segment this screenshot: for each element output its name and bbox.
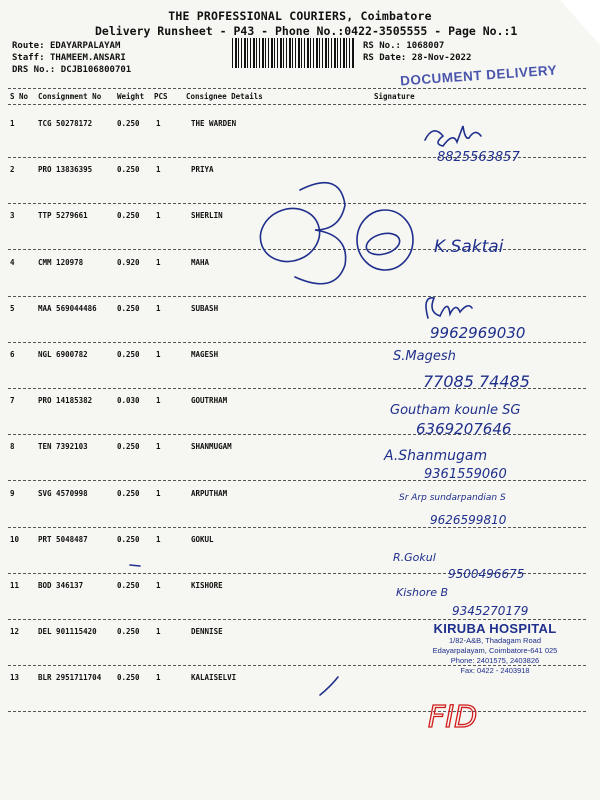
row-weight: 0.250 xyxy=(117,627,140,637)
col-header-sno: S No xyxy=(10,92,29,101)
row-sno: 11 xyxy=(10,581,20,590)
signature-phone-row-7: 6369207646 xyxy=(416,420,512,438)
row-pcs: 1 xyxy=(156,303,161,313)
row-consignee: SHANMUGAM xyxy=(191,442,232,452)
rs-date-label: RS Date: xyxy=(363,53,407,63)
runsheet-subtitle: Delivery Runsheet - P43 - Phone No.:0422-3505555 - Page No.:1 xyxy=(95,24,518,38)
row-consignment-no: PRO 13836395 xyxy=(38,165,93,175)
row-sno: 3 xyxy=(10,211,15,221)
rs-no-value: 1068007 xyxy=(406,41,445,51)
row-weight: 0.030 xyxy=(117,396,140,406)
row-weight: 0.250 xyxy=(117,119,140,128)
row-sno: 13 xyxy=(10,673,20,683)
signature-phone-row-6: 77085 74485 xyxy=(423,372,530,391)
row-pcs: 1 xyxy=(156,442,161,452)
rs-no-label: RS No.: xyxy=(363,41,401,51)
row-pcs: 1 xyxy=(156,257,161,267)
row-pcs: 1 xyxy=(156,211,161,221)
row-consignment-no: MAA 569044486 xyxy=(38,303,97,313)
row-weight: 0.250 xyxy=(117,211,140,221)
row-sno: 8 xyxy=(10,442,15,452)
signature-name-row-8: A.Shanmugam xyxy=(384,448,488,464)
hospital-phone: Phone: 2401575, 2403826 xyxy=(450,656,540,665)
row-consignee: KISHORE xyxy=(191,581,223,590)
drs-label: DRS No.: xyxy=(12,65,56,75)
row-weight: 0.250 xyxy=(117,303,140,313)
row-consignment-no: NGL 6900782 xyxy=(38,350,88,359)
signature-name-row-7: Goutham kounle SG xyxy=(390,403,521,418)
row-consignee: SUBASH xyxy=(191,303,219,313)
row-consignment-no: CMM 120978 xyxy=(38,257,84,267)
row-pcs: 1 xyxy=(156,119,161,128)
staff-value: THAMEEM.ANSARI xyxy=(49,53,126,63)
row-pcs: 1 xyxy=(156,581,161,590)
circled-3-mark xyxy=(253,200,327,269)
row-consignee: MAGESH xyxy=(191,350,219,359)
row-sno: 9 xyxy=(10,488,15,498)
row-consignee: SHERLIN xyxy=(191,211,223,221)
drs-value: DCJB106800701 xyxy=(60,65,132,75)
row-pcs: 1 xyxy=(156,627,161,637)
staff-label: Staff: xyxy=(12,53,45,63)
hospital-address-2: Edayarpalayam, Coimbatore-641 025 xyxy=(432,646,558,655)
signature-phone-row-10: 9500496675 xyxy=(448,567,525,581)
signature-name-row-9: Sr Arp sundarpandian S xyxy=(399,493,506,503)
col-header-weight: Weight xyxy=(117,92,145,101)
tick-mark-row-13 xyxy=(320,677,338,695)
signature-name-row-10: R.Gokul xyxy=(393,551,436,564)
row-sno: 4 xyxy=(10,257,15,267)
hospital-name: KIRUBA HOSPITAL xyxy=(433,621,557,636)
route-value: EDAYARPALAYAM xyxy=(49,41,121,51)
col-header-pcs: PCS xyxy=(154,92,168,101)
route-label: Route: xyxy=(12,41,45,51)
row-pcs: 1 xyxy=(156,488,161,498)
row-sno: 6 xyxy=(10,350,15,359)
signature-phone-row-11: 9345270179 xyxy=(452,604,529,618)
signature-row-1 xyxy=(425,126,481,146)
signature-phone-row-8: 9361559060 xyxy=(424,467,507,482)
row-pcs: 1 xyxy=(156,534,161,544)
row-consignment-no: BOD 346137 xyxy=(38,581,84,590)
row-consignee: GOKUL xyxy=(191,534,214,544)
row-consignment-no: BLR 2951711704 xyxy=(38,673,102,683)
row-sno: 10 xyxy=(10,534,20,544)
signature-phone-row-5: 9962969030 xyxy=(430,324,526,342)
row-weight: 0.920 xyxy=(117,257,140,267)
row-sno: 12 xyxy=(10,627,20,637)
row-pcs: 1 xyxy=(156,165,161,175)
rs-date-value: 28-Nov-2022 xyxy=(411,53,472,63)
row-consignment-no: DEL 901115420 xyxy=(38,627,97,637)
signature-name-row-6: S.Magesh xyxy=(393,349,456,364)
row-consignee: KALAISELVI xyxy=(191,673,237,683)
col-header-consignee: Consignee Details xyxy=(186,92,263,101)
col-header-signature: Signature xyxy=(374,92,415,101)
signature-name-row-4: K.Saktai xyxy=(434,237,504,257)
hospital-address-1: 1/82-A&B, Thadagam Road xyxy=(448,636,541,645)
row-consignment-no: PRT 5048487 xyxy=(38,534,88,544)
row-sno: 7 xyxy=(10,396,15,406)
signature-row-5 xyxy=(426,298,472,318)
row-weight: 0.250 xyxy=(117,534,140,544)
row-consignee: DENNISE xyxy=(191,627,223,637)
col-header-consignment: Consignment No xyxy=(38,92,102,101)
row-sno: 1 xyxy=(10,119,15,128)
row-consignee: MAHA xyxy=(191,257,210,267)
circled-initials xyxy=(364,230,402,258)
row-weight: 0.250 xyxy=(117,442,140,452)
row-pcs: 1 xyxy=(156,396,161,406)
row-consignee: PRIYA xyxy=(191,165,214,175)
signature-phone-row-9: 9626599810 xyxy=(430,513,507,527)
row-consignee: THE WARDEN xyxy=(191,119,237,128)
scribble-0 xyxy=(357,210,413,270)
row-weight: 0.250 xyxy=(117,488,140,498)
row-consignee: ARPUTHAM xyxy=(191,488,228,498)
row-sno: 5 xyxy=(10,303,15,313)
row-consignment-no: TCG 50278172 xyxy=(38,119,93,128)
dash-mark-row-10 xyxy=(130,565,140,566)
row-consignee: GOUTRHAM xyxy=(191,396,228,406)
signature-name-row-11: Kishore B xyxy=(396,586,449,599)
row-pcs: 1 xyxy=(156,673,161,683)
hospital-fax: Fax: 0422 - 2403918 xyxy=(460,666,530,675)
row-consignment-no: TTP 5279661 xyxy=(38,211,88,221)
fid-mark: FID xyxy=(428,700,478,735)
row-consignment-no: TEN 7392103 xyxy=(38,442,88,452)
row-weight: 0.250 xyxy=(117,350,140,359)
document-delivery-stamp: DOCUMENT DELIVERY xyxy=(399,62,558,89)
row-consignment-no: PRO 14185382 xyxy=(38,396,93,406)
signature-phone-row-1: 8825563857 xyxy=(437,150,520,165)
company-title: THE PROFESSIONAL COURIERS, Coimbatore xyxy=(168,9,432,23)
row-sno: 2 xyxy=(10,165,15,175)
row-weight: 0.250 xyxy=(117,673,140,683)
row-pcs: 1 xyxy=(156,350,161,359)
row-weight: 0.250 xyxy=(117,165,140,175)
row-consignment-no: SVG 4570998 xyxy=(38,488,88,498)
row-weight: 0.250 xyxy=(117,581,140,590)
